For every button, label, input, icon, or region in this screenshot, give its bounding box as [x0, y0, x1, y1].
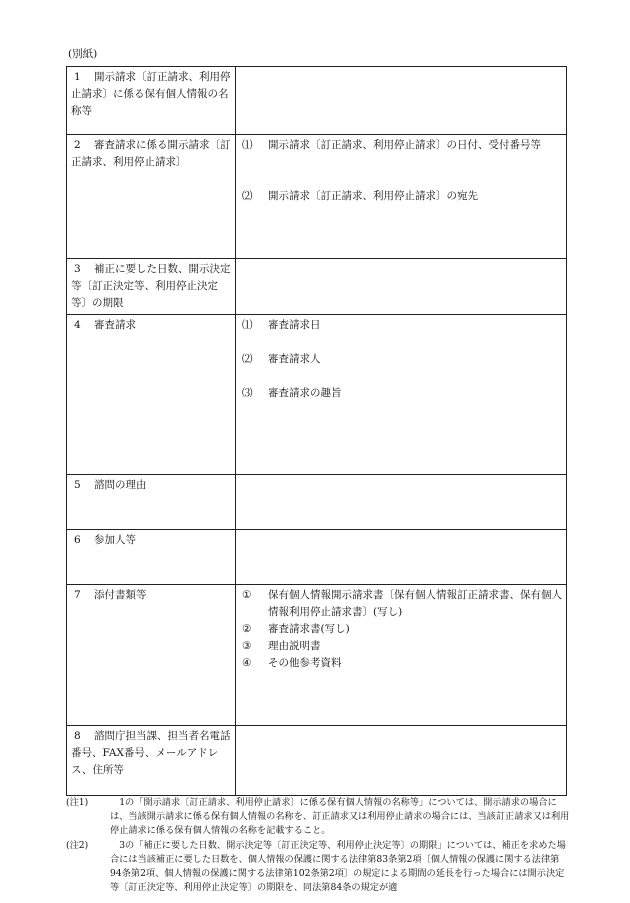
item-mark: ⑵ — [242, 190, 253, 202]
row-content-cell[interactable] — [236, 259, 567, 315]
list-item — [240, 638, 562, 655]
row-label-cell — [67, 315, 236, 475]
item-mark: ⑴ — [242, 319, 253, 331]
note-label: (注2) — [66, 839, 89, 851]
item-text: 開示請求〔訂正請求、利用停止請求〕の日付、受付番号等 — [268, 139, 541, 151]
row-content-cell[interactable] — [236, 585, 567, 726]
row-number: 4 — [74, 319, 81, 331]
item-text: 開示請求〔訂正請求、利用停止請求〕の宛先 — [268, 190, 478, 202]
row-label: 添付書類等 — [94, 589, 147, 601]
row-content-cell[interactable] — [236, 67, 567, 135]
item-mark: ① — [242, 589, 252, 601]
row-label-cell — [67, 67, 236, 135]
note-text: 3の「補正に要した日数、開示決定等〔訂正決定等、利用停止決定等〕の期限」については、補正を求めた場合には当該補正に要した日数を、個人情報の保護に関する法律第83条第2項〔個人情報の保護に関する法律第94条第2項、個人情報の保護に関する法律第102条第2項〕の規定による期間の延長を行った場合には開示決定等〔訂正決定等、利用停止決定等〕の期限を、同法第84条の規定が適 — [110, 839, 566, 894]
table-row — [67, 585, 567, 726]
row-number: 3 — [74, 263, 81, 275]
row-label-cell — [67, 585, 236, 726]
row-label: 参加人等 — [94, 534, 136, 546]
note-text: 1の「開示請求〔訂正請求、利用停止請求〕に係る保有個人情報の名称等」については、開示請求の場合には、当該開示請求に係る保有個人情報の名称を、訂正請求又は利用停止請求の場合には、当該訂正請求又は利用停止請求に係る保有個人情報の名称を記載すること。 — [110, 797, 570, 837]
item-mark: ② — [242, 623, 252, 635]
table-row — [67, 259, 567, 315]
row-number: 6 — [74, 534, 81, 546]
item-text: 理由説明書 — [268, 640, 321, 652]
row-content-cell[interactable] — [236, 135, 567, 259]
list-item — [240, 587, 562, 621]
item-text: 審査請求の趣旨 — [268, 387, 342, 399]
row-label: 開示請求〔訂正請求、利用停止請求〕に係る保有個人情報の名称等 — [71, 71, 231, 117]
page-label: (別紙) — [68, 48, 98, 60]
row-content-cell[interactable] — [236, 726, 567, 796]
note-label: (注1) — [66, 797, 89, 808]
table-row — [67, 315, 567, 475]
row-label-cell — [67, 259, 236, 315]
list-item — [240, 385, 562, 402]
item-text: 審査請求日 — [268, 319, 321, 331]
list-item — [240, 655, 562, 672]
item-text: その他参考資料 — [268, 657, 342, 669]
table-row — [67, 475, 567, 530]
note-2 — [66, 839, 570, 896]
row-number: 5 — [74, 479, 81, 491]
list-item — [240, 188, 562, 205]
item-mark: ⑶ — [242, 387, 253, 399]
notes — [66, 796, 570, 895]
row-label: 諮問庁担当課、担当者名電話番号、FAX番号、メールアドレス、住所等 — [71, 730, 231, 776]
row-content-cell[interactable] — [236, 530, 567, 585]
list-item — [240, 621, 562, 638]
item-text: 保有個人情報開示請求書〔保有個人情報訂正請求書、保有個人情報利用停止請求書〕(写し) — [268, 589, 562, 618]
row-label: 諮問の理由 — [94, 479, 147, 491]
table-row — [67, 530, 567, 585]
item-mark: ④ — [242, 657, 252, 669]
item-text: 審査請求書(写し) — [268, 623, 350, 635]
form-table — [66, 66, 567, 796]
table-row — [67, 67, 567, 135]
row-number: 2 — [74, 139, 81, 151]
list-item — [240, 317, 562, 334]
table-row — [67, 135, 567, 259]
note-1 — [66, 796, 570, 839]
row-content-cell[interactable] — [236, 475, 567, 530]
row-number: 8 — [74, 730, 81, 742]
row-number: 1 — [74, 71, 81, 83]
row-label-cell — [67, 475, 236, 530]
list-item — [240, 137, 562, 154]
row-content-cell[interactable] — [236, 315, 567, 475]
row-number: 7 — [74, 589, 81, 601]
list-item — [240, 351, 562, 368]
row-label-cell — [67, 530, 236, 585]
item-mark: ③ — [242, 640, 252, 652]
row-label: 補正に要した日数、開示決定等〔訂正決定等、利用停止決定等〕の期限 — [71, 263, 231, 309]
row-label: 審査請求 — [94, 319, 136, 331]
item-mark: ⑴ — [242, 139, 253, 151]
table-row — [67, 726, 567, 796]
row-label-cell — [67, 726, 236, 796]
row-label: 審査請求に係る開示請求〔訂正請求、利用停止請求〕 — [71, 139, 231, 168]
item-text: 審査請求人 — [268, 353, 321, 365]
item-mark: ⑵ — [242, 353, 253, 365]
row-label-cell — [67, 135, 236, 259]
